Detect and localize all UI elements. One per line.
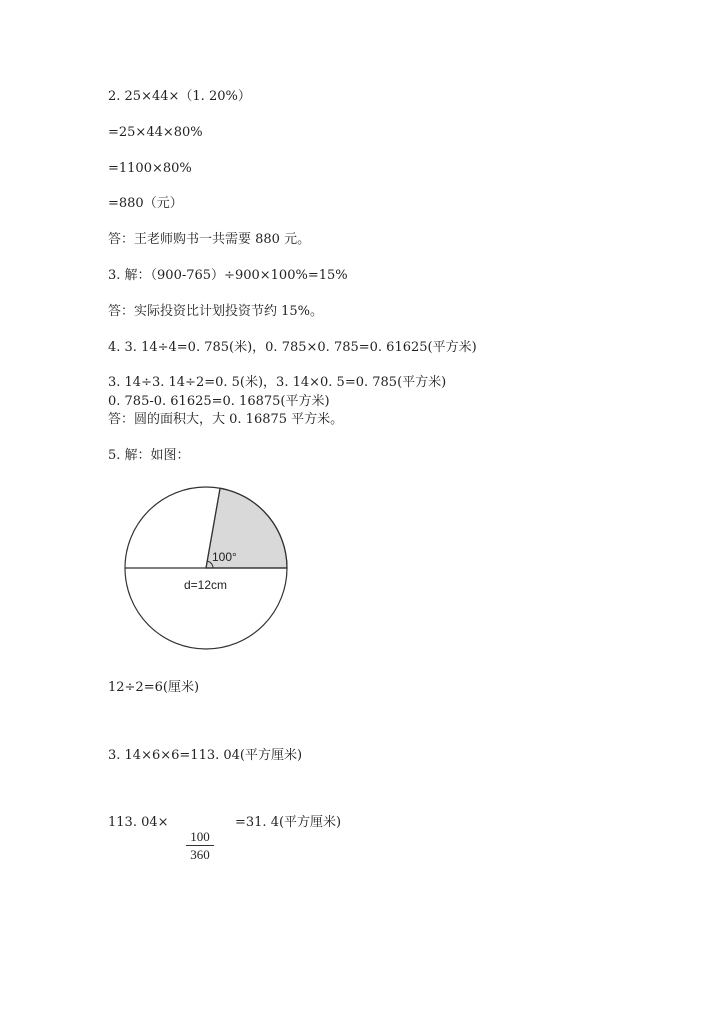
- fraction-denominator: 360: [190, 847, 210, 862]
- text-line: 答：圆的面积大，大 0. 16875 平方米。: [108, 412, 344, 427]
- text-line: 5. 解：如图：: [108, 448, 190, 463]
- diameter-label: d=12cm: [184, 578, 228, 592]
- text-line: 12÷2=6(厘米): [108, 680, 200, 695]
- text-line: =1100×80%: [108, 161, 192, 176]
- angle-label: 100°: [212, 550, 237, 564]
- text-line: 3. 解：（900-765）÷900×100%=15%: [108, 268, 348, 283]
- text-line: 2. 25×44×（1. 20%）: [108, 89, 251, 104]
- text-line: =25×44×80%: [108, 125, 203, 140]
- text-line: 0. 785-0. 61625=0. 16875(平方米): [108, 394, 330, 409]
- text-line: 4. 3. 14÷4=0. 785(米)，0. 785×0. 785=0. 61625(平方米): [108, 340, 477, 355]
- fraction: [186, 829, 214, 862]
- text-line: 答：实际投资比计划投资节约 15%。: [108, 304, 324, 319]
- fraction-numerator: 100: [186, 829, 214, 846]
- text-line: 答：王老师购书一共需要 880 元。: [108, 232, 311, 247]
- text-line: 3. 14×6×6=113. 04(平方厘米): [108, 748, 303, 763]
- circle-diagram: [118, 480, 294, 652]
- text-line: 3. 14÷3. 14÷2=0. 5(米)，3. 14×0. 5=0. 785(平方米): [108, 375, 447, 390]
- final-result: =31. 4(平方厘米): [235, 815, 342, 830]
- text-line: 113. 04×: [108, 815, 169, 830]
- text-line: =880（元）: [108, 196, 183, 211]
